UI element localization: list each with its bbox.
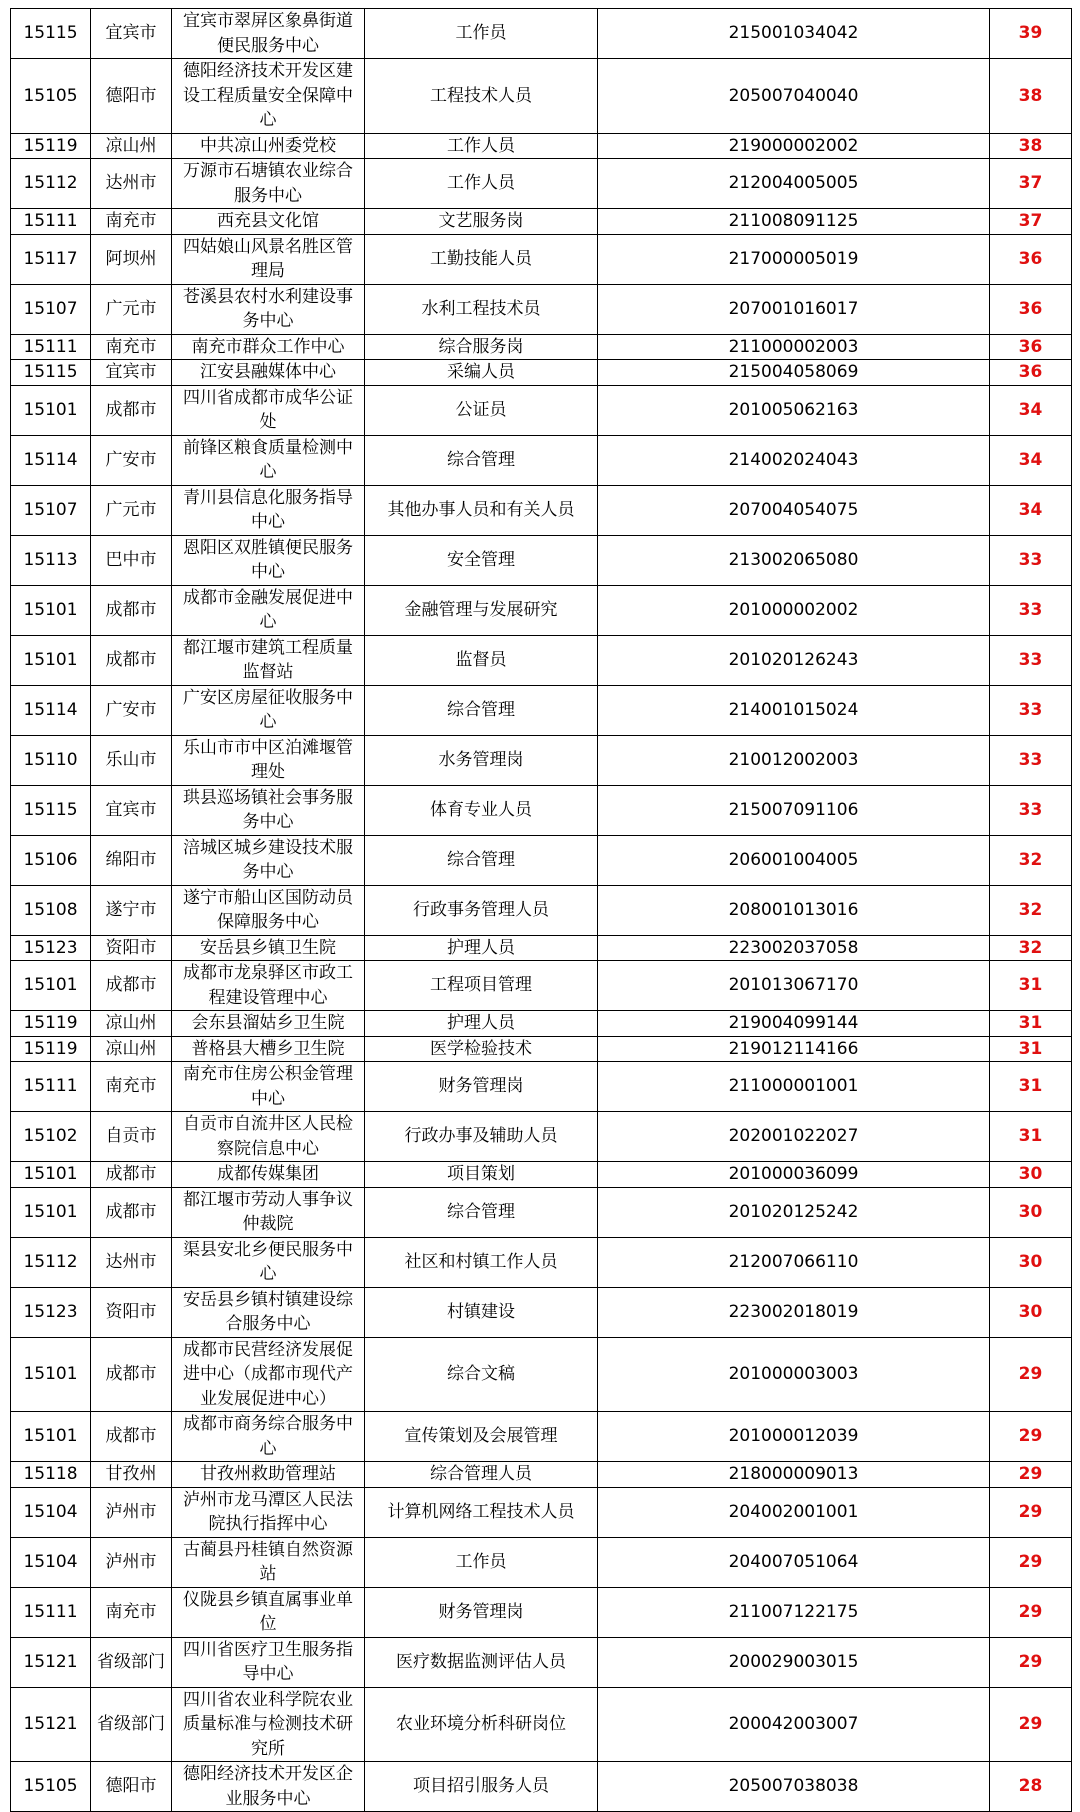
dept-code-cell: 15108: [11, 885, 91, 935]
table-row: [11, 360, 1072, 386]
dept-code-cell: 15111: [11, 334, 91, 360]
applicant-count-cell: 38: [990, 133, 1072, 159]
position-id-cell: 214001015024: [598, 685, 990, 735]
dept-code-cell: 15115: [11, 9, 91, 59]
employer-cell: 安岳县乡镇卫生院: [172, 935, 365, 961]
position-id-cell: 201000036099: [598, 1162, 990, 1188]
dept-code-cell: 15105: [11, 59, 91, 134]
dept-code-cell: 15114: [11, 685, 91, 735]
employer-cell: 成都市民营经济发展促进中心（成都市现代产业发展促进中心）: [172, 1337, 365, 1412]
employer-cell: 万源市石塘镇农业综合服务中心: [172, 159, 365, 209]
applicant-count-cell: 33: [990, 535, 1072, 585]
position-id-cell: 200042003007: [598, 1687, 990, 1762]
city-cell: 南充市: [91, 1062, 172, 1112]
applicant-count-cell: 31: [990, 1062, 1072, 1112]
city-cell: 泸州市: [91, 1537, 172, 1587]
applicant-count-cell: 34: [990, 485, 1072, 535]
position-id-cell: 201013067170: [598, 961, 990, 1011]
position-id-cell: 201020125242: [598, 1187, 990, 1237]
applicant-count-cell: 37: [990, 209, 1072, 235]
city-cell: 南充市: [91, 1587, 172, 1637]
dept-code-cell: 15111: [11, 1587, 91, 1637]
employer-cell: 涪城区城乡建设技术服务中心: [172, 835, 365, 885]
position-id-cell: 215004058069: [598, 360, 990, 386]
dept-code-cell: 15121: [11, 1687, 91, 1762]
position-id-cell: 201000012039: [598, 1412, 990, 1462]
applicant-count-cell: 32: [990, 885, 1072, 935]
table-row: [11, 535, 1072, 585]
table-row: [11, 1287, 1072, 1337]
table-row: [11, 485, 1072, 535]
employer-cell: 广安区房屋征收服务中心: [172, 685, 365, 735]
city-cell: 凉山州: [91, 1036, 172, 1062]
employer-cell: 四川省农业科学院农业质量标准与检测技术研究所: [172, 1687, 365, 1762]
city-cell: 成都市: [91, 961, 172, 1011]
table-row: [11, 133, 1072, 159]
employer-cell: 成都传媒集团: [172, 1162, 365, 1188]
table-row: [11, 1487, 1072, 1537]
applicant-count-cell: 33: [990, 585, 1072, 635]
position-cell: 工勤技能人员: [365, 234, 598, 284]
position-cell: 其他办事人员和有关人员: [365, 485, 598, 535]
applicant-count-cell: 33: [990, 685, 1072, 735]
position-id-cell: 219012114166: [598, 1036, 990, 1062]
position-cell: 项目策划: [365, 1162, 598, 1188]
employer-cell: 珙县巡场镇社会事务服务中心: [172, 785, 365, 835]
city-cell: 资阳市: [91, 1287, 172, 1337]
employer-cell: 泸州市龙马潭区人民法院执行指挥中心: [172, 1487, 365, 1537]
employer-cell: 苍溪县农村水利建设事务中心: [172, 284, 365, 334]
applicant-count-cell: 39: [990, 9, 1072, 59]
table-row: [11, 1112, 1072, 1162]
employer-cell: 遂宁市船山区国防动员保障服务中心: [172, 885, 365, 935]
position-cell: 监督员: [365, 635, 598, 685]
position-id-cell: 211007122175: [598, 1587, 990, 1637]
employer-cell: 成都市龙泉驿区市政工程建设管理中心: [172, 961, 365, 1011]
dept-code-cell: 15123: [11, 935, 91, 961]
dept-code-cell: 15101: [11, 1162, 91, 1188]
city-cell: 甘孜州: [91, 1462, 172, 1488]
employer-cell: 德阳经济技术开发区建设工程质量安全保障中心: [172, 59, 365, 134]
position-id-cell: 213002065080: [598, 535, 990, 585]
position-id-cell: 223002018019: [598, 1287, 990, 1337]
city-cell: 成都市: [91, 585, 172, 635]
city-cell: 广元市: [91, 284, 172, 334]
applicant-count-cell: 34: [990, 385, 1072, 435]
dept-code-cell: 15101: [11, 635, 91, 685]
city-cell: 南充市: [91, 334, 172, 360]
employer-cell: 宜宾市翠屏区象鼻街道便民服务中心: [172, 9, 365, 59]
employer-cell: 都江堰市劳动人事争议仲裁院: [172, 1187, 365, 1237]
position-cell: 水利工程技术员: [365, 284, 598, 334]
dept-code-cell: 15115: [11, 360, 91, 386]
employer-cell: 南充市群众工作中心: [172, 334, 365, 360]
table-row: [11, 835, 1072, 885]
employer-cell: 江安县融媒体中心: [172, 360, 365, 386]
applicant-count-cell: 28: [990, 1762, 1072, 1812]
position-cell: 综合管理: [365, 685, 598, 735]
city-cell: 省级部门: [91, 1687, 172, 1762]
dept-code-cell: 15106: [11, 835, 91, 885]
city-cell: 资阳市: [91, 935, 172, 961]
table-row: [11, 159, 1072, 209]
table-row: [11, 1687, 1072, 1762]
position-id-cell: 211000002003: [598, 334, 990, 360]
position-id-cell: 208001013016: [598, 885, 990, 935]
position-cell: 工程技术人员: [365, 59, 598, 134]
dept-code-cell: 15104: [11, 1487, 91, 1537]
dept-code-cell: 15112: [11, 159, 91, 209]
dept-code-cell: 15101: [11, 385, 91, 435]
applicant-count-cell: 33: [990, 635, 1072, 685]
city-cell: 宜宾市: [91, 9, 172, 59]
employer-cell: 自贡市自流井区人民检察院信息中心: [172, 1112, 365, 1162]
position-id-cell: 201000003003: [598, 1337, 990, 1412]
position-cell: 工程项目管理: [365, 961, 598, 1011]
dept-code-cell: 15105: [11, 1762, 91, 1812]
city-cell: 成都市: [91, 1162, 172, 1188]
position-cell: 公证员: [365, 385, 598, 435]
position-id-cell: 214002024043: [598, 435, 990, 485]
city-cell: 绵阳市: [91, 835, 172, 885]
dept-code-cell: 15101: [11, 961, 91, 1011]
dept-code-cell: 15113: [11, 535, 91, 585]
city-cell: 遂宁市: [91, 885, 172, 935]
applicant-count-cell: 29: [990, 1462, 1072, 1488]
position-cell: 宣传策划及会展管理: [365, 1412, 598, 1462]
employer-cell: 会东县溜姑乡卫生院: [172, 1011, 365, 1037]
position-cell: 综合文稿: [365, 1337, 598, 1412]
city-cell: 德阳市: [91, 1762, 172, 1812]
position-cell: 体育专业人员: [365, 785, 598, 835]
table-body: [11, 9, 1072, 1812]
applicant-count-cell: 32: [990, 835, 1072, 885]
position-cell: 综合管理: [365, 1187, 598, 1237]
dept-code-cell: 15119: [11, 1011, 91, 1037]
position-id-cell: 201000002002: [598, 585, 990, 635]
dept-code-cell: 15107: [11, 284, 91, 334]
dept-code-cell: 15101: [11, 1412, 91, 1462]
city-cell: 广元市: [91, 485, 172, 535]
applicant-count-cell: 36: [990, 234, 1072, 284]
city-cell: 乐山市: [91, 735, 172, 785]
applicant-count-cell: 34: [990, 435, 1072, 485]
employer-cell: 乐山市市中区泊滩堰管理处: [172, 735, 365, 785]
position-cell: 水务管理岗: [365, 735, 598, 785]
table-row: [11, 1412, 1072, 1462]
applicant-count-cell: 29: [990, 1537, 1072, 1587]
city-cell: 凉山州: [91, 133, 172, 159]
city-cell: 德阳市: [91, 59, 172, 134]
table-row: [11, 284, 1072, 334]
employer-cell: 甘孜州救助管理站: [172, 1462, 365, 1488]
position-cell: 综合管理: [365, 835, 598, 885]
table-row: [11, 1762, 1072, 1812]
position-id-cell: 212004005005: [598, 159, 990, 209]
table-row: [11, 685, 1072, 735]
position-cell: 工作员: [365, 1537, 598, 1587]
employer-cell: 德阳经济技术开发区企业服务中心: [172, 1762, 365, 1812]
applicant-count-cell: 29: [990, 1337, 1072, 1412]
employer-cell: 仪陇县乡镇直属事业单位: [172, 1587, 365, 1637]
position-id-cell: 223002037058: [598, 935, 990, 961]
applicant-count-cell: 33: [990, 735, 1072, 785]
dept-code-cell: 15112: [11, 1237, 91, 1287]
applicant-count-cell: 29: [990, 1637, 1072, 1687]
table-row: [11, 1637, 1072, 1687]
table-row: [11, 1462, 1072, 1488]
position-id-cell: 210012002003: [598, 735, 990, 785]
employer-cell: 青川县信息化服务指导中心: [172, 485, 365, 535]
position-cell: 行政事务管理人员: [365, 885, 598, 935]
position-id-cell: 218000009013: [598, 1462, 990, 1488]
employer-cell: 成都市商务综合服务中心: [172, 1412, 365, 1462]
table-row: [11, 1337, 1072, 1412]
position-id-cell: 201020126243: [598, 635, 990, 685]
applicant-count-cell: 29: [990, 1487, 1072, 1537]
city-cell: 成都市: [91, 1187, 172, 1237]
position-id-cell: 204002001001: [598, 1487, 990, 1537]
table-row: [11, 1036, 1072, 1062]
position-id-cell: 201005062163: [598, 385, 990, 435]
employer-cell: 中共凉山州委党校: [172, 133, 365, 159]
table-row: [11, 1062, 1072, 1112]
city-cell: 省级部门: [91, 1637, 172, 1687]
position-cell: 综合服务岗: [365, 334, 598, 360]
position-id-cell: 211000001001: [598, 1062, 990, 1112]
dept-code-cell: 15111: [11, 209, 91, 235]
dept-code-cell: 15101: [11, 1187, 91, 1237]
table-row: [11, 334, 1072, 360]
dept-code-cell: 15114: [11, 435, 91, 485]
dept-code-cell: 15118: [11, 1462, 91, 1488]
table-row: [11, 1537, 1072, 1587]
city-cell: 广安市: [91, 685, 172, 735]
position-id-cell: 211008091125: [598, 209, 990, 235]
dept-code-cell: 15104: [11, 1537, 91, 1587]
table-row: [11, 435, 1072, 485]
employer-cell: 安岳县乡镇村镇建设综合服务中心: [172, 1287, 365, 1337]
positions-table: [10, 8, 1072, 1812]
position-id-cell: 202001022027: [598, 1112, 990, 1162]
applicant-count-cell: 30: [990, 1187, 1072, 1237]
table-row: [11, 1187, 1072, 1237]
position-cell: 医疗数据监测评估人员: [365, 1637, 598, 1687]
table-row: [11, 961, 1072, 1011]
dept-code-cell: 15111: [11, 1062, 91, 1112]
position-cell: 工作员: [365, 9, 598, 59]
city-cell: 南充市: [91, 209, 172, 235]
dept-code-cell: 15121: [11, 1637, 91, 1687]
position-id-cell: 215007091106: [598, 785, 990, 835]
dept-code-cell: 15117: [11, 234, 91, 284]
table-row: [11, 935, 1072, 961]
dept-code-cell: 15119: [11, 133, 91, 159]
position-cell: 医学检验技术: [365, 1036, 598, 1062]
position-id-cell: 219000002002: [598, 133, 990, 159]
employer-cell: 四姑娘山风景名胜区管理局: [172, 234, 365, 284]
city-cell: 阿坝州: [91, 234, 172, 284]
position-id-cell: 207001016017: [598, 284, 990, 334]
city-cell: 达州市: [91, 1237, 172, 1287]
applicant-count-cell: 30: [990, 1162, 1072, 1188]
applicant-count-cell: 29: [990, 1412, 1072, 1462]
applicant-count-cell: 29: [990, 1587, 1072, 1637]
applicant-count-cell: 31: [990, 1011, 1072, 1037]
applicant-count-cell: 30: [990, 1237, 1072, 1287]
employer-cell: 南充市住房公积金管理中心: [172, 1062, 365, 1112]
city-cell: 达州市: [91, 159, 172, 209]
table-row: [11, 59, 1072, 134]
employer-cell: 四川省成都市成华公证处: [172, 385, 365, 435]
position-cell: 综合管理人员: [365, 1462, 598, 1488]
applicant-count-cell: 37: [990, 159, 1072, 209]
position-id-cell: 200029003015: [598, 1637, 990, 1687]
employer-cell: 四川省医疗卫生服务指导中心: [172, 1637, 365, 1687]
applicant-count-cell: 36: [990, 360, 1072, 386]
employer-cell: 成都市金融发展促进中心: [172, 585, 365, 635]
position-id-cell: 206001004005: [598, 835, 990, 885]
applicant-count-cell: 30: [990, 1287, 1072, 1337]
city-cell: 自贡市: [91, 1112, 172, 1162]
position-cell: 计算机网络工程技术人员: [365, 1487, 598, 1537]
position-id-cell: 205007038038: [598, 1762, 990, 1812]
position-cell: 安全管理: [365, 535, 598, 585]
applicant-count-cell: 33: [990, 785, 1072, 835]
position-cell: 社区和村镇工作人员: [365, 1237, 598, 1287]
applicant-count-cell: 29: [990, 1687, 1072, 1762]
city-cell: 巴中市: [91, 535, 172, 585]
position-cell: 文艺服务岗: [365, 209, 598, 235]
position-cell: 项目招引服务人员: [365, 1762, 598, 1812]
applicant-count-cell: 31: [990, 961, 1072, 1011]
table-row: [11, 785, 1072, 835]
table-row: [11, 1587, 1072, 1637]
city-cell: 广安市: [91, 435, 172, 485]
city-cell: 凉山州: [91, 1011, 172, 1037]
position-id-cell: 204007051064: [598, 1537, 990, 1587]
applicant-count-cell: 36: [990, 334, 1072, 360]
employer-cell: 都江堰市建筑工程质量监督站: [172, 635, 365, 685]
table-row: [11, 9, 1072, 59]
city-cell: 成都市: [91, 1412, 172, 1462]
position-cell: 工作人员: [365, 133, 598, 159]
table-row: [11, 735, 1072, 785]
table-row: [11, 209, 1072, 235]
table-row: [11, 1011, 1072, 1037]
position-cell: 金融管理与发展研究: [365, 585, 598, 635]
position-id-cell: 207004054075: [598, 485, 990, 535]
dept-code-cell: 15110: [11, 735, 91, 785]
dept-code-cell: 15123: [11, 1287, 91, 1337]
position-cell: 护理人员: [365, 935, 598, 961]
dept-code-cell: 15101: [11, 1337, 91, 1412]
employer-cell: 普格县大槽乡卫生院: [172, 1036, 365, 1062]
position-cell: 采编人员: [365, 360, 598, 386]
applicant-count-cell: 32: [990, 935, 1072, 961]
applicant-count-cell: 38: [990, 59, 1072, 134]
position-id-cell: 217000005019: [598, 234, 990, 284]
position-cell: 农业环境分析科研岗位: [365, 1687, 598, 1762]
position-cell: 财务管理岗: [365, 1587, 598, 1637]
city-cell: 宜宾市: [91, 360, 172, 386]
employer-cell: 西充县文化馆: [172, 209, 365, 235]
table-row: [11, 885, 1072, 935]
employer-cell: 恩阳区双胜镇便民服务中心: [172, 535, 365, 585]
applicant-count-cell: 36: [990, 284, 1072, 334]
position-cell: 财务管理岗: [365, 1062, 598, 1112]
applicant-count-cell: 31: [990, 1036, 1072, 1062]
city-cell: 成都市: [91, 1337, 172, 1412]
table-row: [11, 635, 1072, 685]
applicant-count-cell: 31: [990, 1112, 1072, 1162]
city-cell: 泸州市: [91, 1487, 172, 1537]
employer-cell: 前锋区粮食质量检测中心: [172, 435, 365, 485]
dept-code-cell: 15107: [11, 485, 91, 535]
dept-code-cell: 15115: [11, 785, 91, 835]
position-id-cell: 212007066110: [598, 1237, 990, 1287]
table-row: [11, 234, 1072, 284]
position-cell: 行政办事及辅助人员: [365, 1112, 598, 1162]
position-id-cell: 219004099144: [598, 1011, 990, 1037]
city-cell: 成都市: [91, 385, 172, 435]
city-cell: 成都市: [91, 635, 172, 685]
city-cell: 宜宾市: [91, 785, 172, 835]
position-cell: 村镇建设: [365, 1287, 598, 1337]
table-row: [11, 585, 1072, 635]
position-cell: 护理人员: [365, 1011, 598, 1037]
position-id-cell: 215001034042: [598, 9, 990, 59]
position-cell: 工作人员: [365, 159, 598, 209]
dept-code-cell: 15119: [11, 1036, 91, 1062]
position-cell: 综合管理: [365, 435, 598, 485]
table-row: [11, 385, 1072, 435]
position-id-cell: 205007040040: [598, 59, 990, 134]
dept-code-cell: 15101: [11, 585, 91, 635]
table-row: [11, 1237, 1072, 1287]
dept-code-cell: 15102: [11, 1112, 91, 1162]
employer-cell: 古蔺县丹桂镇自然资源站: [172, 1537, 365, 1587]
table-row: [11, 1162, 1072, 1188]
employer-cell: 渠县安北乡便民服务中心: [172, 1237, 365, 1287]
